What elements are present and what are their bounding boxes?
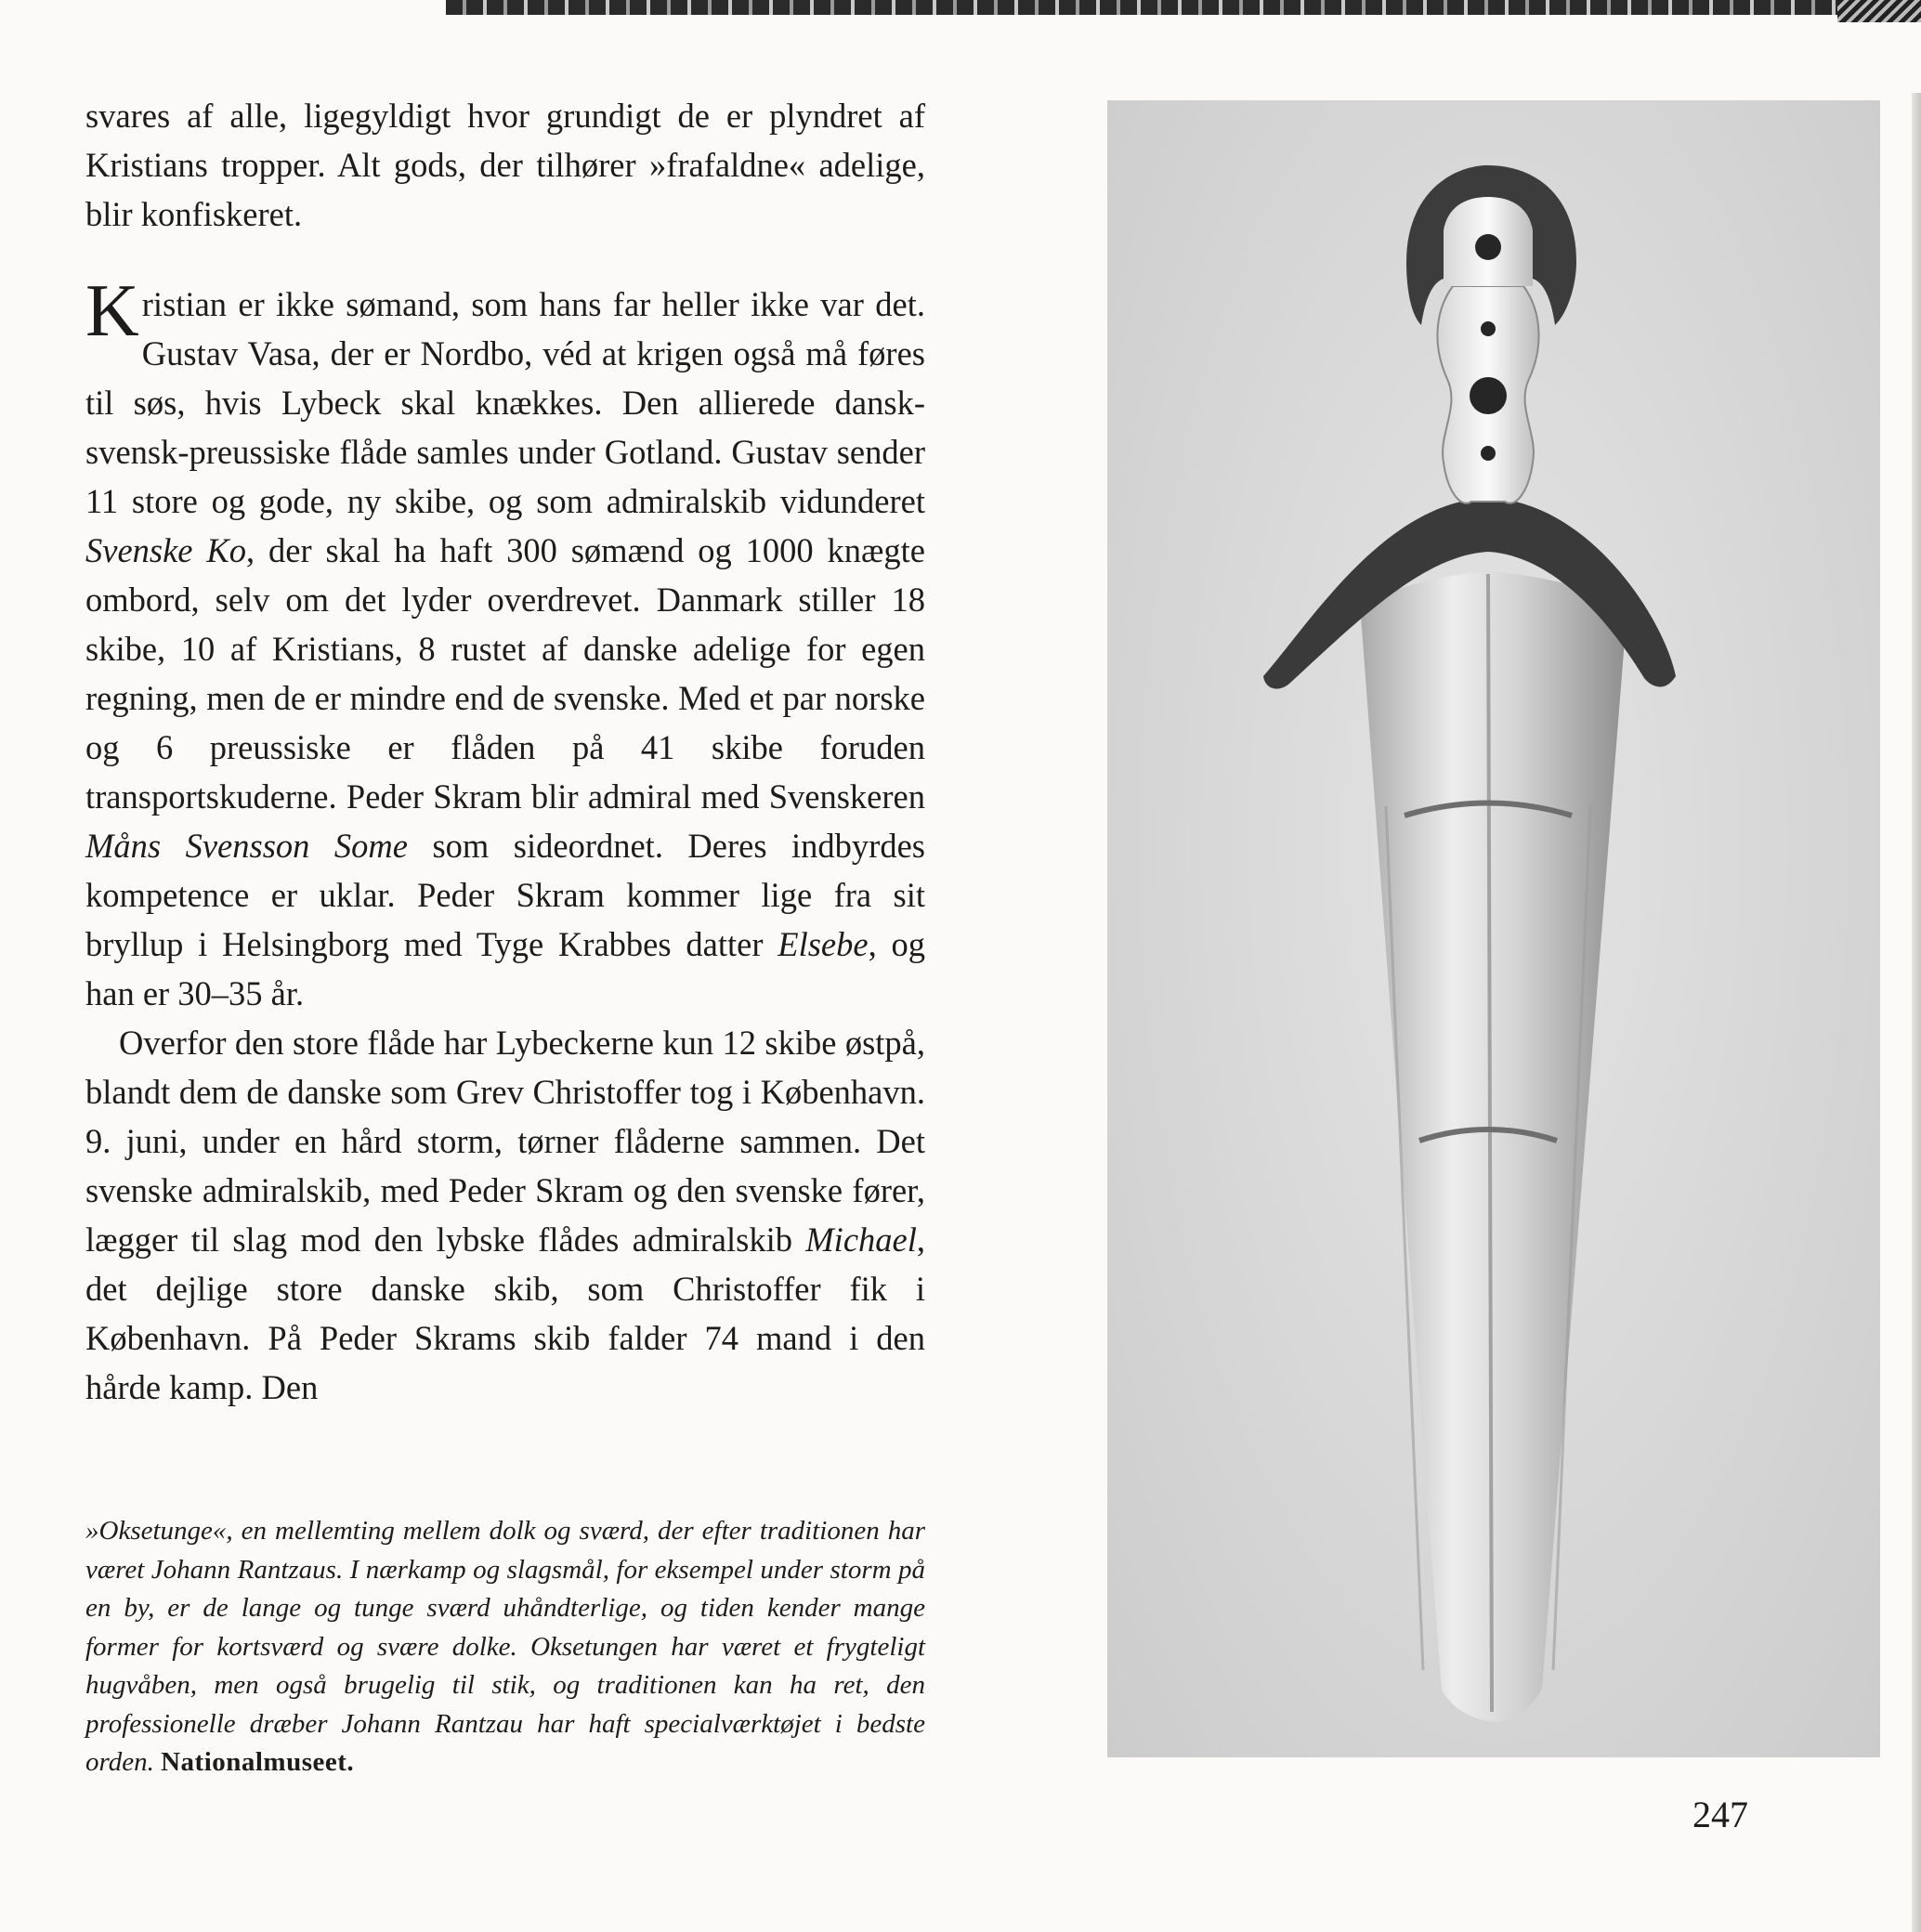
person-name-elsebe: Elsebe <box>778 925 869 963</box>
paragraph-kristian <box>85 270 925 1018</box>
paragraph-text: , og han er 30–35 år. <box>85 925 925 1012</box>
caption-credit: Nationalmuseet. <box>161 1747 355 1777</box>
person-name-mans-svensson: Måns Svensson Some <box>85 827 408 865</box>
intro-text: svares af alle, ligegyldigt hvor grundigt de er plyndret af Kristians tropper. Alt gods, der tilhører »frafaldne« adelige, blir konfiskeret. <box>85 97 925 233</box>
paragraph-text: , der skal ha haft 300 sømænd og 1000 knægte ombord, selv om det lyder overdrevet. Danmark stiller 18 skibe, 10 af Kristians, 8 rustet af danske adelige for egen regning, men de er mindre end de svenske. Med et par norske og 6 preussiske er flåden på 41 skibe foruden transportskuderne. Peder Skram blir admiral med Svenskeren <box>85 531 925 816</box>
ship-name-svenske-ko: Svenske Ko <box>85 531 246 569</box>
paragraph-text: Overfor den store flåde har Lybeckerne kun 12 skibe østpå, blandt dem de danske som Grev Christoffer tog i København. 9. juni, under en hård storm, tørner flåderne sammen. Det svenske admiralskib, med Peder Skram og den svenske fører, lægger til slag mod den lybske flådes admiralskib <box>85 1024 925 1259</box>
intro-paragraph <box>85 91 925 239</box>
ship-name-michael: Michael <box>805 1221 917 1259</box>
dagger-photograph <box>1107 100 1880 1757</box>
body-text-column <box>85 91 925 1412</box>
figure-caption <box>85 1512 925 1782</box>
paragraph-text: som sideordnet. Deres indbyrdes kompetence er uklar. Peder Skram kommer lige fra sit bryllup i Helsingborg med Tyge Krabbes datter <box>85 827 925 963</box>
page-right-edge <box>1912 93 1921 1932</box>
paragraph-text: , det dejlige store danske skib, som Christoffer fik i København. På Peder Skrams skib falder 74 mand i den hårde kamp. Den <box>85 1221 925 1406</box>
page-top-corner <box>1837 0 1921 22</box>
drop-cap: K <box>85 270 139 352</box>
paragraph-overfor <box>85 1018 925 1412</box>
page-top-edge <box>446 0 1921 15</box>
paragraph-text: ristian er ikke sømand, som hans far heller ikke var det. Gustav Vasa, der er Nordbo, véd at krigen også må føres til søs, hvis Lybeck skal knækkes. Den allierede dansk-svensk-preussiske flåde samles under Gotland. Gustav sender 11 store og gode, ny skibe, og som admiralskib vidunderet <box>85 285 925 520</box>
page-number: 247 <box>1692 1794 1748 1835</box>
caption-text: »Oksetunge«, en mellemting mellem dolk og sværd, der efter traditionen har været Johann Rantzaus. I nærkamp og slagsmål, for eksempel under storm på en by, er de lange og tunge sværd uhåndterlige, og tiden kender mange former for kortsværd og svære dolke. Oksetungen har været et frygteligt hugvåben, men også brugelig til stik, og traditionen kan ha ret, den professionelle dræber Johann Rantzau har haft specialværktøjet i bedste orden. <box>85 1516 925 1777</box>
oksetunge-dagger-image <box>1107 100 1880 1757</box>
